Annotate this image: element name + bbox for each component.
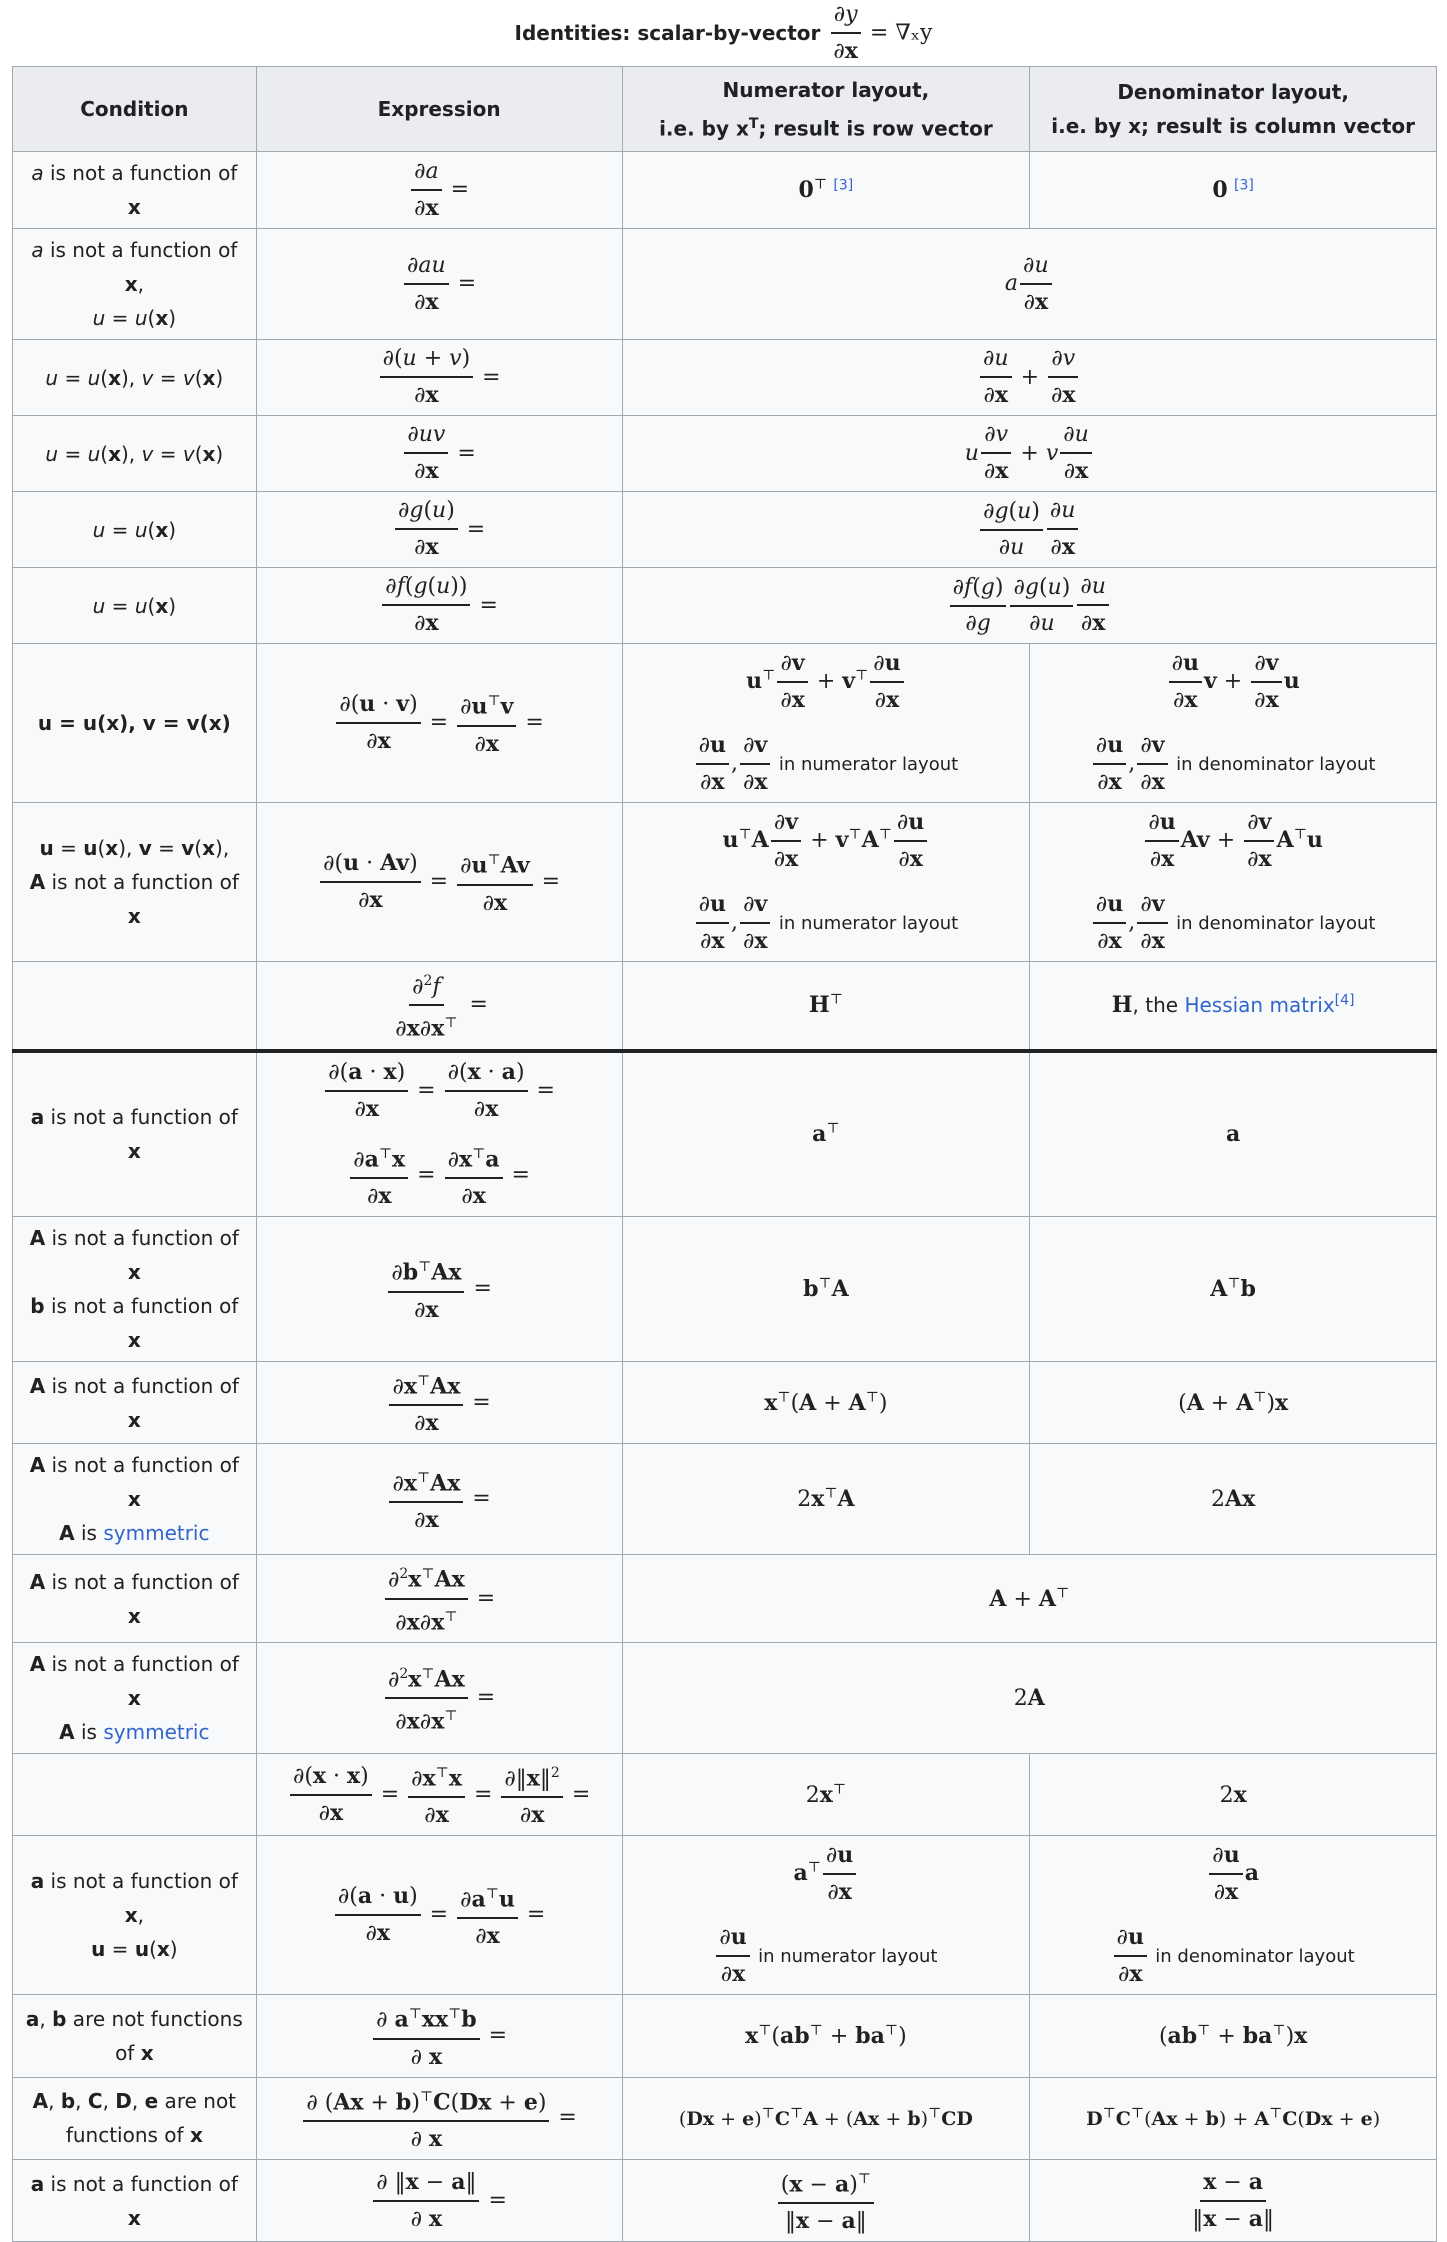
numerator-cell: u⊤ $\frac{\partial v}{\partial x}$ + v⊤ $\frac{\partial u}{\partial x}$ $\frac{\partial u}{\partial x}$ , $\frac{\partial v}{\partial x}$ in numerator layout xyxy=(622,644,1030,803)
expression-cell: $\frac{\partial(a \cdot u)}{\partial x}$ = $\frac{\partial a^⊤u}{\partial x}$ = xyxy=(256,1836,622,1995)
table-row xyxy=(13,492,1437,568)
denominator-cell: (A + A⊤)x xyxy=(1030,1361,1437,1443)
denominator-cell: $\frac{x - a}{‖x - a‖}$ xyxy=(1030,2159,1437,2241)
table-row xyxy=(13,962,1437,1051)
condition-cell: a is not a function of x xyxy=(13,152,257,229)
expression-cell: $\frac{\partial a^⊤xx^⊤b}{\partial x}$ = xyxy=(256,1995,622,2077)
denominator-cell: (ab⊤ + ba⊤)x xyxy=(1030,1995,1437,2077)
header-denominator-layout: Denominator layout, i.e. by x; result is column vector xyxy=(1030,67,1437,152)
expression-cell: $\frac{\partial a}{\partial x}$ = xyxy=(256,152,622,229)
table-row xyxy=(13,1995,1437,2077)
header-row xyxy=(13,67,1437,152)
symmetric-link[interactable]: symmetric xyxy=(103,1521,210,1546)
expression-cell: $\frac{\partial x^⊤Ax}{\partial x}$ = xyxy=(256,1444,622,1555)
expression-cell: $\frac{\partial g(u)}{\partial x}$ = xyxy=(256,492,622,568)
symmetric-link[interactable]: symmetric xyxy=(103,1719,210,1744)
expression-cell: $\frac{\partial(u \cdot Av)}{\partial x}$ = $\frac{\partial u^⊤Av}{\partial x}$ = xyxy=(256,803,622,962)
table-row xyxy=(13,229,1437,340)
condition-cell: a is not a function of x xyxy=(13,2159,257,2241)
expression-cell: $\frac{\partial x^⊤Ax}{\partial x}$ = xyxy=(256,1361,622,1443)
table-row xyxy=(13,568,1437,644)
table-row xyxy=(13,416,1437,492)
table-row xyxy=(13,2159,1437,2241)
condition-cell xyxy=(13,962,257,1051)
table-row xyxy=(13,1555,1437,1643)
numerator-cell: H⊤ xyxy=(622,962,1030,1051)
denominator-cell: $\frac{\partial u}{\partial x}$ Av + $\frac{\partial v}{\partial x}$ A⊤u $\frac{\partial u}{\partial x}$ , $\frac{\partial v}{\partial x}$ in denominator layout xyxy=(1030,803,1437,962)
numerator-cell: 2x⊤A xyxy=(622,1444,1030,1555)
condition-cell: u = u(x), v = v(x), A is not a function of x xyxy=(13,803,257,962)
caption-label: Identities: scalar-by-vector xyxy=(514,21,821,45)
expression-cell: $\frac{\partial au}{\partial x}$ = xyxy=(256,229,622,340)
condition-cell: A is not a function of x xyxy=(13,1361,257,1443)
expression-cell: $\frac{\partial(u + v)}{\partial x}$ = xyxy=(256,340,622,416)
table-row xyxy=(13,1642,1437,1753)
caption-formula: $\frac{\partial y}{\partial x}$ = ∇ₓy xyxy=(828,0,932,67)
identities-table xyxy=(12,66,1437,2242)
denominator-cell: D⊤C⊤(Ax + b) + A⊤C(Dx + e) xyxy=(1030,2077,1437,2159)
condition-cell: A is not a function of x A is symmetric xyxy=(13,1642,257,1753)
header-expression: Expression xyxy=(256,67,622,152)
expression-cell: $\frac{\partial ‖x - a‖}{\partial x}$ = xyxy=(256,2159,622,2241)
condition-cell: A is not a function of x b is not a function of x xyxy=(13,1216,257,1361)
numerator-cell: $\frac{(x - a)^⊤}{‖x - a‖}$ xyxy=(622,2159,1030,2241)
denominator-cell: 2Ax xyxy=(1030,1444,1437,1555)
numerator-cell: b⊤A xyxy=(622,1216,1030,1361)
table-row xyxy=(13,1444,1437,1555)
combined-cell: $\frac{\partial f(g)}{\partial g}$ $\frac{\partial g(u)}{\partial u}$ $\frac{\partial u}{\partial x}$ xyxy=(622,568,1436,644)
table-caption xyxy=(0,0,1447,66)
denominator-cell: $\frac{\partial u}{\partial x}$ v + $\frac{\partial v}{\partial x}$ u $\frac{\partial u}{\partial x}$ , $\frac{\partial v}{\partial x}$ in denominator layout xyxy=(1030,644,1437,803)
combined-cell: 2A xyxy=(622,1642,1436,1753)
condition-cell: A is not a function of x A is symmetric xyxy=(13,1444,257,1555)
condition-cell: A is not a function of x xyxy=(13,1555,257,1643)
condition-cell: u = u(x), v = v(x) xyxy=(13,416,257,492)
table-row xyxy=(13,152,1437,229)
condition-cell: u = u(x) xyxy=(13,568,257,644)
condition-cell: A, b, C, D, e are not functions of x xyxy=(13,2077,257,2159)
combined-cell: a $\frac{\partial u}{\partial x}$ xyxy=(622,229,1436,340)
citation-4-link[interactable]: [4] xyxy=(1334,992,1355,1009)
expression-cell: $\frac{\partial b^⊤Ax}{\partial x}$ = xyxy=(256,1216,622,1361)
numerator-cell: (Dx + e)⊤C⊤A + (Ax + b)⊤CD xyxy=(622,2077,1030,2159)
expression-cell: $\frac{\partial (Ax + b)^⊤C(Dx + e)}{\partial x}$ = xyxy=(256,2077,622,2159)
condition-cell: a is not a function of x, u = u(x) xyxy=(13,229,257,340)
numerator-cell: a⊤ xyxy=(622,1051,1030,1217)
numerator-cell: a⊤ $\frac{\partial u}{\partial x}$ $\frac{\partial u}{\partial x}$ in numerator layout xyxy=(622,1836,1030,1995)
table-row xyxy=(13,803,1437,962)
denominator-cell: A⊤b xyxy=(1030,1216,1437,1361)
condition-cell: a is not a function of x xyxy=(13,1051,257,1217)
condition-cell: u = u(x), v = v(x) xyxy=(13,340,257,416)
table-row xyxy=(13,644,1437,803)
expression-cell: $\frac{\partial(u \cdot v)}{\partial x}$ = $\frac{\partial u^⊤v}{\partial x}$ = xyxy=(256,644,622,803)
numerator-cell: 0⊤ [3] xyxy=(622,152,1030,229)
numerator-cell: u⊤A $\frac{\partial v}{\partial x}$ + v⊤A⊤ $\frac{\partial u}{\partial x}$ $\frac{\partial u}{\partial x}$ , $\frac{\partial v}{\partial x}$ in numerator layout xyxy=(622,803,1030,962)
condition-cell: u = u(x), v = v(x) xyxy=(13,644,257,803)
header-condition: Condition xyxy=(13,67,257,152)
denominator-cell: 0 [3] xyxy=(1030,152,1437,229)
citation-3-link[interactable]: [3] xyxy=(1234,177,1254,194)
table-row xyxy=(13,1836,1437,1995)
denominator-cell: H, the Hessian matrix[4] xyxy=(1030,962,1437,1051)
condition-cell: a is not a function of x, u = u(x) xyxy=(13,1836,257,1995)
expression-cell: $\frac{\partial(a \cdot x)}{\partial x}$ = $\frac{\partial(x \cdot a)}{\partial x}$ = $\frac{\partial a^⊤x}{\partial x}$ = $\frac{\partial x^⊤a}{\partial x}$ = xyxy=(256,1051,622,1217)
numerator-cell: 2x⊤ xyxy=(622,1753,1030,1835)
combined-cell: u $\frac{\partial v}{\partial x}$ + v $\frac{\partial u}{\partial x}$ xyxy=(622,416,1436,492)
table-row xyxy=(13,1216,1437,1361)
denominator-cell: $\frac{\partial u}{\partial x}$ a $\frac{\partial u}{\partial x}$ in denominator layout xyxy=(1030,1836,1437,1995)
combined-cell: A + A⊤ xyxy=(622,1555,1436,1643)
expression-cell: $\frac{\partial^2x^⊤Ax}{\partial x\partial x^⊤}$ = xyxy=(256,1555,622,1643)
expression-cell: $\frac{\partial^2x^⊤Ax}{\partial x\partial x^⊤}$ = xyxy=(256,1642,622,1753)
combined-cell: $\frac{\partial g(u)}{\partial u}$ $\frac{\partial u}{\partial x}$ xyxy=(622,492,1436,568)
combined-cell: $\frac{\partial u}{\partial x}$ + $\frac{\partial v}{\partial x}$ xyxy=(622,340,1436,416)
table-row xyxy=(13,1051,1437,1217)
condition-cell: a, b are not functions of x xyxy=(13,1995,257,2077)
denominator-cell: 2x xyxy=(1030,1753,1437,1835)
table-row xyxy=(13,340,1437,416)
table-row xyxy=(13,2077,1437,2159)
condition-cell xyxy=(13,1753,257,1835)
hessian-matrix-link[interactable]: Hessian matrix xyxy=(1184,993,1335,1018)
expression-cell: $\frac{\partial(x \cdot x)}{\partial x}$ = $\frac{\partial x^⊤x}{\partial x}$ = $\frac{\partial‖x‖^2}{\partial x}$ = xyxy=(256,1753,622,1835)
header-numerator-layout: Numerator layout, i.e. by $x^T$; result is row vector xyxy=(622,67,1030,152)
table-row xyxy=(13,1361,1437,1443)
condition-cell: u = u(x) xyxy=(13,492,257,568)
expression-cell: $\frac{\partial uv}{\partial x}$ = xyxy=(256,416,622,492)
expression-cell: $\frac{\partial f(g(u))}{\partial x}$ = xyxy=(256,568,622,644)
expression-cell: $\frac{\partial^2f}{\partial x\partial x^⊤}$ = xyxy=(256,962,622,1051)
numerator-cell: x⊤(A + A⊤) xyxy=(622,1361,1030,1443)
table-row xyxy=(13,1753,1437,1835)
numerator-cell: x⊤(ab⊤ + ba⊤) xyxy=(622,1995,1030,2077)
citation-3-link[interactable]: [3] xyxy=(833,177,854,194)
denominator-cell: a xyxy=(1030,1051,1437,1217)
